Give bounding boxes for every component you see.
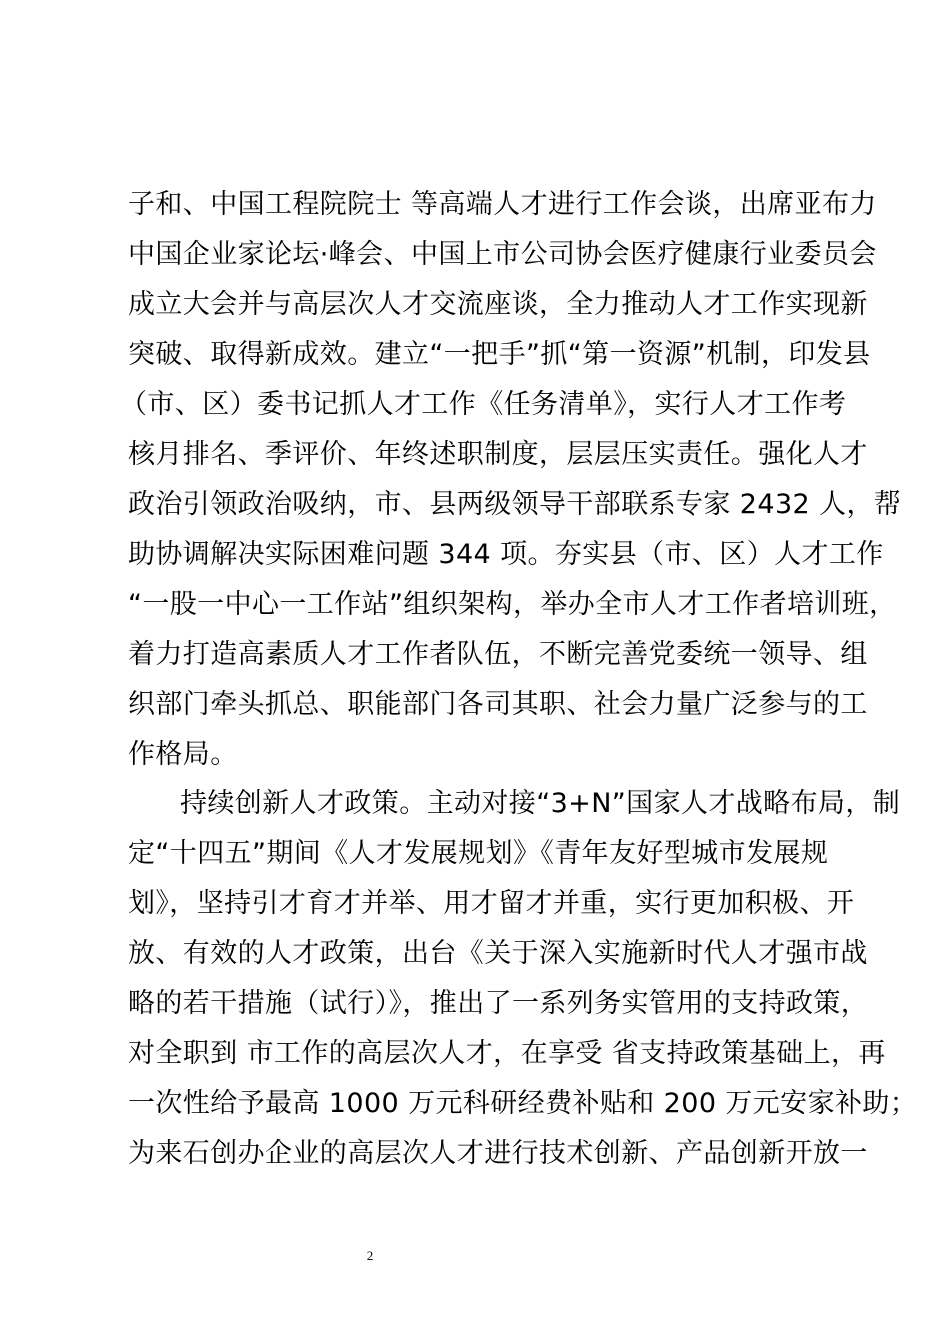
text-line: 略的若干措施（试行）》，推出了一系列务实管用的支持政策， — [128, 988, 869, 1019]
paragraph-first-line: 持续创新人才政策。主动对接“3+N”国家人才战略布局，制 — [180, 788, 901, 819]
text-line: 放、有效的人才政策，出台《关于深入实施新时代人才强市战 — [128, 938, 868, 969]
text-line: 突破、取得新成效。建立“一把手”抓“第一资源”机制，印发县 — [128, 339, 871, 370]
text-line: 政治引领政治吸纳，市、县两级领导干部联系专家 2432 人，帮 — [128, 489, 902, 520]
text-line: 一次性给予最高 1000 万元科研经费补贴和 200 万元安家补助； — [128, 1088, 918, 1119]
text-line: 子和、中国工程院院士 等高端人才进行工作会谈，出席亚布力 — [128, 189, 877, 220]
text-line: 成立大会并与高层次人才交流座谈，全力推动人才工作实现新 — [128, 289, 868, 320]
text-line: 核月排名、季评价、年终述职制度，层层压实责任。强化人才 — [128, 439, 868, 470]
text-line: （市、区）委书记抓人才工作《任务清单》，实行人才工作考 — [120, 389, 847, 420]
text-line: 织部门牵头抓总、职能部门各司其职、社会力量广泛参与的工 — [128, 689, 868, 720]
text-line: 为来石创办企业的高层次人才进行技术创新、产品创新开放一 — [128, 1138, 868, 1169]
text-line: 着力打造高素质人才工作者队伍，不断完善党委统一领导、组 — [128, 639, 868, 670]
text-line: 中国企业家论坛·峰会、中国上市公司协会医疗健康行业委员会 — [128, 239, 877, 270]
text-line: 定“十四五”期间《人才发展规划》《青年友好型城市发展规 — [128, 838, 829, 869]
page-number: 2 — [366, 1248, 374, 1263]
text-line: 对全职到 市工作的高层次人才，在享受 省支持政策基础上，再 — [128, 1038, 886, 1069]
text-line: 作格局。 — [128, 739, 238, 770]
text-line: 助协调解决实际困难问题 344 项。夯实县（市、区）人才工作 — [128, 539, 884, 570]
text-line: “一股一中心一工作站”组织架构，举办全市人才工作者培训班， — [128, 589, 897, 620]
text-line: 划》，坚持引才育才并举、用才留才并重，实行更加积极、开 — [128, 888, 855, 919]
